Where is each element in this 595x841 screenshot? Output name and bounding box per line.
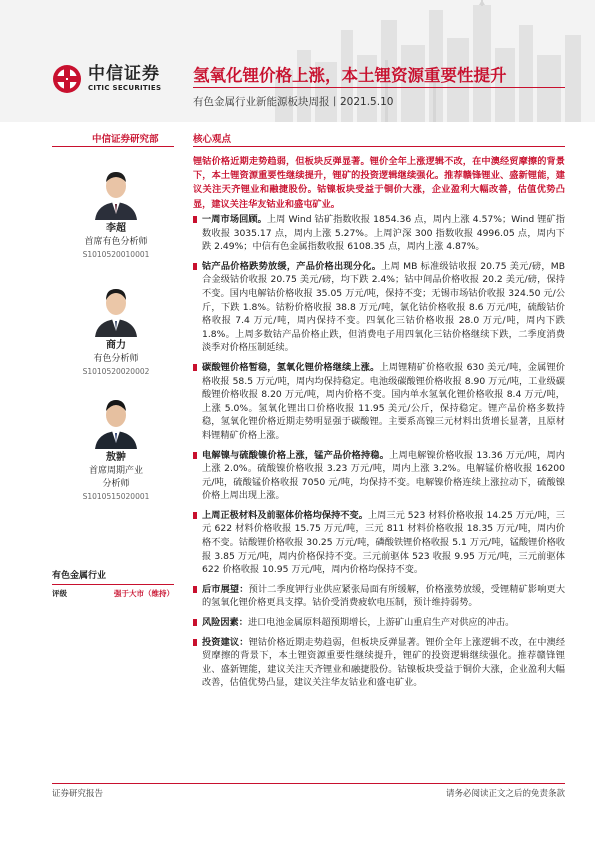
analyst-card bbox=[58, 164, 174, 261]
core-views-summary: 锂钴价格近期走势趋弱，但板块反弹显著。锂价全年上涨逻辑不改，在中澳经贸摩擦的背景下，本土锂资源重要性继续提升，锂矿的投资逻辑继续强化。推荐赣锋锂业、盛新锂能，建议关注天齐锂业和融捷股份。钴镍板块受益于铜价大涨，企业盈利大幅改善，估值优势凸显，建议关注华友钴业和盛屯矿业。 bbox=[193, 156, 565, 210]
brand-name-en: CITIC SECURITIES bbox=[88, 84, 162, 92]
analyst-card bbox=[58, 393, 174, 503]
bullet-marker-icon bbox=[193, 452, 197, 459]
paragraph-cobalt bbox=[193, 260, 565, 355]
bullet-marker-icon bbox=[193, 586, 197, 593]
citic-logo bbox=[52, 64, 161, 94]
analyst-title-line1: 首席周期产业 bbox=[88, 466, 143, 476]
footer-disclaimer-note: 请务必阅读正文之后的免责条款 bbox=[445, 789, 565, 799]
core-views-heading: 核心观点 bbox=[193, 134, 232, 145]
rating-value: 强于大市（维持） bbox=[114, 589, 174, 598]
paragraph-body: 上周三元 523 材料价格收报 14.25 万元/吨，三元 622 材料价格收报 15.75 万元/吨，三元 811 材料价格收报 18.35 万元/吨，周内价格不变。钴酸锂价格收报 30.25 万元/吨，磷酸铁锂价格收报 5.1 万元/吨，锰酸锂价格收报 3.85 万元/吨，周内价格保持不变。三元前驱体 523 收报 9.95 万元/吨，三元前驱体 622 价格收报 10.95 万元/吨，周内价格均保持不变。 bbox=[202, 509, 565, 576]
paragraph-lead: 电解镍与硫酸镍价格上涨，锰产品价格持稳。 bbox=[202, 449, 390, 461]
paragraph-body: 上周电解镍价格收报 13.36 万元/吨，周内上涨 2.0%。硫酸镍价格收报 3.23 万元/吨，周内上涨 3.2%。电解锰价格收报 16200 元/吨，硫酸锰价格收报 7050 元/吨，均保持不变。电解镍价格连续上涨拉动下，硫酸镍价格上周出现上涨。 bbox=[202, 449, 565, 502]
bullet-marker-icon bbox=[193, 216, 197, 223]
analyst-photo bbox=[91, 164, 141, 220]
core-views-content bbox=[193, 213, 565, 696]
analyst-name: 李超 bbox=[106, 223, 126, 234]
paragraph-lead: 投资建议： bbox=[202, 636, 249, 648]
analyst-title: 首席有色分析师 bbox=[84, 237, 148, 247]
paragraph-body: 锂钴价格近期走势趋弱，但板块反弹显著。锂价全年上涨逻辑不改，在中澳经贸摩擦的背景下，本土锂资源重要性继续提升，锂矿的投资逻辑继续强化。推荐赣锋锂业、盛新锂能，建议关注天齐锂业和融捷股份。钴镍板块受益于铜价大涨，企业盈利大幅改善，估值优势凸显，建议关注华友钴业和盛屯矿业。 bbox=[202, 636, 566, 689]
title-divider bbox=[193, 87, 565, 88]
paragraph-lithium bbox=[193, 361, 565, 443]
paragraph-lead: 碳酸锂价格暂稳，氢氧化锂价格继续上涨。 bbox=[202, 361, 380, 373]
core-views-rule bbox=[193, 146, 565, 147]
paragraph-lead: 钴产品价格跌势放缓，产品价格出现分化。 bbox=[202, 260, 382, 272]
report-subtitle: 有色金属行业新能源板块周报丨2021.5.10 bbox=[193, 96, 394, 108]
bullet-marker-icon bbox=[193, 619, 197, 626]
report-title: 氢氧化锂价格上涨，本土锂资源重要性提升 bbox=[193, 66, 507, 85]
brand-name-cn: 中信证券 bbox=[88, 64, 160, 84]
sidebar-header-rule bbox=[52, 146, 174, 147]
analyst-license-id: S1010520020002 bbox=[82, 367, 150, 376]
footer-report-type: 证券研究报告 bbox=[52, 789, 104, 799]
analyst-photo bbox=[91, 393, 141, 449]
analyst-name: 敖翀 bbox=[106, 452, 126, 463]
paragraph-nickel-manganese bbox=[193, 449, 565, 503]
research-institute-label: 中信证券研究部 bbox=[92, 134, 159, 145]
report-header bbox=[0, 0, 595, 122]
bullet-marker-icon bbox=[193, 512, 197, 519]
industry-rating-box bbox=[52, 568, 174, 599]
rating-label: 评级 bbox=[52, 589, 67, 598]
paragraph-body: 进口电池金属原料超预期增长，上游矿山重启生产对供应的冲击。 bbox=[247, 617, 515, 629]
paragraph-body: 预计二季度钾行业供应紧张局面有所缓解，价格涨势放缓，受锂精矿影响更大的氢氧化锂价格更具支撑。钴价受消费疲软电压制，预计维持弱势。 bbox=[202, 583, 566, 609]
paragraph-lead: 一周市场回顾。 bbox=[202, 214, 267, 225]
citic-logo-mark-icon bbox=[52, 64, 82, 94]
paragraph-body: 上周 Wind 钴矿指数收报 1854.36 点，周内上涨 4.57%；Wind 锂矿指数收报 3035.17 点，周内上涨 5.27%。上周沪深 300 指数收报 4996.05 点，周内下跌 2.49%；中信有色金属指数收报 6108.35 点，周内上涨 4.87%。 bbox=[202, 214, 565, 253]
analyst-title-line2: 分析师 bbox=[102, 479, 130, 489]
analyst-license-id: S1010515020001 bbox=[82, 492, 150, 501]
analyst-license-id: S1010520010001 bbox=[82, 250, 150, 259]
paragraph-lead: 风险因素： bbox=[202, 617, 248, 629]
analyst-card bbox=[58, 281, 174, 378]
paragraph-outlook bbox=[193, 583, 565, 610]
bullet-marker-icon bbox=[193, 639, 197, 646]
paragraph-lead: 上周正极材料及前驱体价格均保持不变。 bbox=[202, 509, 368, 521]
footer-divider bbox=[52, 783, 565, 784]
paragraph-cathode-materials bbox=[193, 509, 565, 577]
paragraph-risks bbox=[193, 616, 565, 630]
analyst-photo bbox=[91, 281, 141, 337]
paragraph-lead: 后市展望： bbox=[202, 583, 249, 595]
paragraph-investment-advice bbox=[193, 636, 565, 690]
paragraph-body: 上周 MB 标准级钴收报 20.75 美元/磅，MB 合金级钴价收报 20.75 美元/磅，均下跌 2.4%；钴中间品价格收报 20.2 美元/磅，保持不变。国内电解钴价格收报 35.05 万元/吨，保持不变；无锡市场钴价收报 324.50 元/公斤，下跌 1.8%。钴粉价格收报 38.8 万元/吨，氯化钴价格收报 8.6 万元/吨，硫酸钴价格收报 7.4 万元/吨，周内保持不变。四氧化三钴价格收报 28.0 万元/吨，周内下跌 1.8%。上周多数钴产品价格止跌，但消费电子用四氧化三钴价格继续下跌，二季度消费淡季对价格压制延续。 bbox=[202, 260, 565, 354]
paragraph-market-review bbox=[193, 213, 565, 254]
industry-title: 有色金属行业 bbox=[52, 568, 174, 585]
bullet-marker-icon bbox=[193, 364, 197, 371]
analyst-name: 商力 bbox=[106, 340, 126, 351]
paragraph-body: 上周锂精矿价格收报 630 美元/吨，金属锂价格收报 58.5 万元/吨，周内均保持稳定。电池级碳酸锂价格收报 8.90 万元/吨，工业级碳酸锂价格收报 8.20 万元/吨，周内价格不变。国内单水氢氧化锂价格收报 8.4 万元/吨，上涨 5.0%。氢氧化锂出口价格收报 11.95 美元/公斤，保持稳定。锂产品价格多数持稳，氢氧化锂价格近期走势明显强于碳酸锂。主要系高镍三元材料出货增长显著，且原材料锂精矿价格上涨。 bbox=[202, 361, 565, 441]
bullet-marker-icon bbox=[193, 263, 197, 270]
analyst-title: 有色分析师 bbox=[93, 354, 139, 364]
